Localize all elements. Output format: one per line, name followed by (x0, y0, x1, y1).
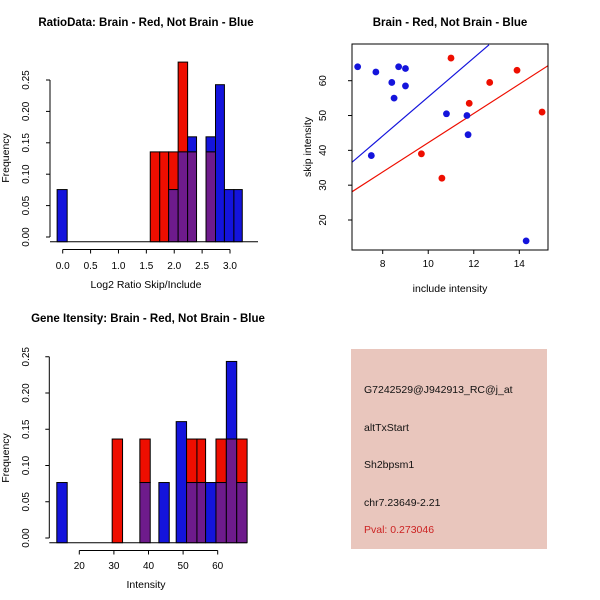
y-tick-label: 0.25 (21, 70, 32, 90)
scatter-point (368, 152, 375, 159)
x-tick-label: 8 (379, 259, 386, 270)
y-tick-label: 30 (318, 179, 329, 191)
y-tick-label: 0.10 (21, 455, 32, 476)
x-tick-label: 40 (142, 561, 155, 572)
x-tick-label: 2.5 (195, 261, 210, 272)
hist-bar-top (216, 439, 226, 483)
scatter-point (465, 131, 472, 138)
x-tick-label: 10 (422, 259, 434, 270)
hist-bar-top (197, 439, 206, 483)
y-tick-label: 0.00 (21, 227, 32, 247)
scatter-point (388, 79, 395, 86)
y-tick-label: 0.25 (21, 347, 32, 367)
x-axis-title: include intensity (412, 283, 488, 295)
x-tick-label: 1.5 (139, 261, 154, 272)
intensity-scatter-chart (300, 0, 600, 300)
y-tick-label: 0.20 (21, 101, 32, 122)
x-tick-label: 1.0 (111, 261, 126, 272)
scatter-point (402, 83, 409, 90)
y-tick-label: 20 (318, 214, 329, 226)
hist-bar (57, 483, 67, 543)
hist-bar-top (237, 439, 247, 483)
x-tick-label: 50 (177, 561, 189, 572)
y-tick-label: 0.05 (21, 195, 32, 216)
y-tick-label: 0.15 (21, 419, 32, 439)
hist-bar (150, 152, 159, 242)
hist-bar-top (187, 439, 197, 483)
chart-title: RatioData: Brain - Red, Not Brain - Blue (38, 17, 254, 29)
ratio-histogram-chart (0, 0, 300, 300)
hist-bar-top (140, 439, 150, 483)
y-axis-title: skip intensity (302, 116, 314, 178)
y-tick-label: 0.10 (21, 164, 32, 184)
probe-id-text: G7242529@J942913_RC@j_at (364, 384, 513, 396)
scatter-point (464, 112, 471, 119)
x-tick-label: 14 (513, 259, 525, 270)
scatter-point (354, 63, 361, 70)
hist-bar-overlap (187, 483, 197, 543)
hist-bar-overlap (169, 190, 178, 242)
y-tick-label: 0.05 (21, 492, 32, 512)
y-axis-title: Frequency (0, 133, 12, 183)
scatter-point (372, 69, 379, 76)
y-tick-label: 60 (318, 75, 329, 87)
scatter-point (486, 79, 493, 86)
splice-event-type-text: altTxStart (364, 422, 409, 434)
hist-bar (176, 422, 186, 543)
x-tick-label: 12 (468, 259, 480, 270)
scatter-point (448, 55, 455, 62)
y-tick-label: 50 (318, 109, 329, 122)
x-tick-label: 0.5 (83, 261, 98, 272)
hist-bar (112, 439, 122, 543)
gene-info-panel (351, 349, 547, 549)
hist-bar-top (178, 62, 187, 152)
scatter-point (539, 109, 546, 116)
locus-text: chr7.23649-2.21 (364, 497, 441, 509)
hist-bar-overlap (140, 483, 150, 543)
scatter-point (395, 63, 402, 70)
hist-bar (160, 152, 169, 242)
x-tick-label: 60 (212, 561, 224, 572)
y-tick-label: 0.15 (21, 133, 32, 153)
hist-bar (216, 85, 225, 242)
hist-bar (206, 483, 216, 543)
hist-bar-overlap (178, 152, 187, 242)
hist-bar (224, 190, 233, 242)
hist-bar-overlap (237, 483, 247, 543)
hist-bar-overlap (226, 439, 236, 543)
hist-bar (159, 483, 169, 543)
hist-bar-overlap (206, 152, 215, 242)
scatter-point (438, 175, 445, 182)
scatter-point (402, 65, 409, 72)
y-tick-label: 0.00 (21, 528, 32, 548)
x-axis-title: Intensity (126, 579, 166, 591)
plot-box (352, 44, 548, 250)
chart-title: Brain - Red, Not Brain - Blue (372, 17, 528, 29)
gene-symbol-text: Sh2bpsm1 (364, 459, 415, 471)
x-tick-label: 20 (73, 561, 85, 572)
hist-bar (234, 190, 242, 242)
gene-intensity-histogram-chart (0, 300, 300, 600)
hist-bar-top (206, 137, 215, 152)
x-tick-label: 30 (108, 561, 120, 572)
scatter-point (418, 150, 425, 157)
hist-bar-top (226, 361, 236, 439)
regression-line (351, 66, 548, 193)
pval-text: Pval: 0.273046 (364, 524, 435, 536)
x-tick-label: 3.0 (223, 261, 237, 272)
scatter-point (466, 100, 473, 107)
scatter-point (514, 67, 521, 74)
x-tick-label: 2.0 (167, 261, 182, 272)
hist-bar (57, 190, 67, 242)
x-tick-label: 0.0 (55, 261, 70, 272)
y-tick-label: 40 (318, 144, 329, 156)
scatter-point (523, 237, 530, 244)
hist-bar-top (169, 152, 178, 190)
hist-bar-top (188, 137, 197, 152)
y-tick-label: 0.20 (21, 383, 32, 403)
x-axis-title: Log2 Ratio Skip/Include (90, 279, 202, 291)
hist-bar-overlap (216, 483, 226, 543)
scatter-point (443, 110, 450, 117)
hist-bar-overlap (188, 152, 197, 242)
chart-title: Gene Itensity: Brain - Red, Not Brain - Blue (31, 313, 265, 325)
scatter-point (391, 95, 398, 102)
hist-bar-overlap (197, 483, 206, 543)
y-axis-title: Frequency (0, 433, 12, 483)
